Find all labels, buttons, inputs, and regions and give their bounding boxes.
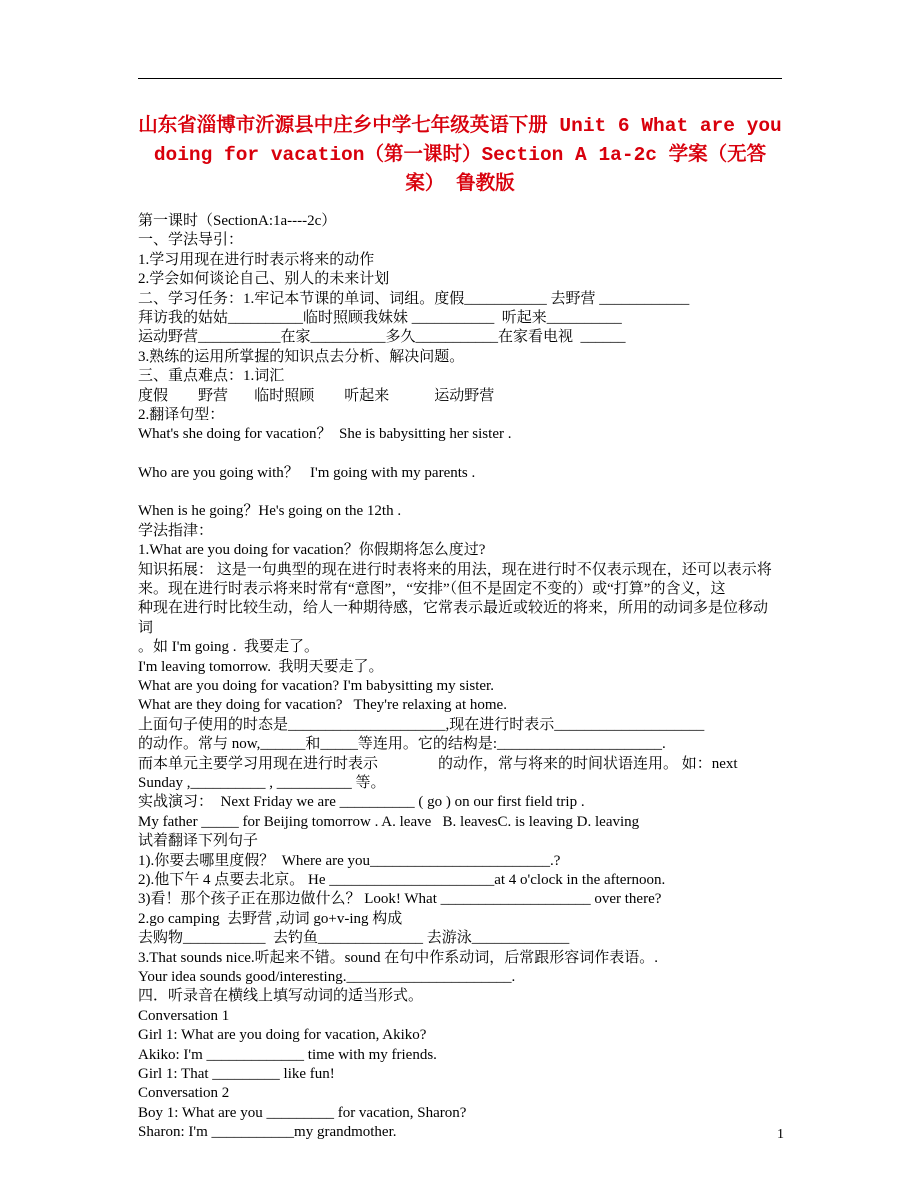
document-line: What are you doing for vacation? I'm babysitting my sister. bbox=[138, 677, 494, 694]
document-line: Sunday ,__________ , __________ 等。 bbox=[138, 774, 386, 791]
document-line: 三、重点难点：1.词汇 bbox=[138, 368, 285, 385]
document-line: 而本单元主要学习用现在进行时表示 的动作，常与将来的时间状语连用。 如：next bbox=[138, 755, 738, 772]
document-line: 度假 野营 临时照顾 听起来 运动野营 bbox=[138, 387, 495, 404]
document-line: 2.go camping 去野营 ,动词 go+v-ing 构成 bbox=[138, 910, 403, 927]
header-divider bbox=[138, 78, 782, 79]
document-line: 3.That sounds nice.听起来不错。sound 在句中作系动词，后常跟形容词作表语。. bbox=[138, 949, 658, 966]
document-line: 一、学法导引： bbox=[138, 232, 244, 249]
document-line: Conversation 2 bbox=[138, 1085, 230, 1102]
document-line: 知识拓展： 这是一句典型的现在进行时表将来的用法，现在进行时不仅表示现在，还可以表示将 bbox=[138, 561, 772, 578]
page-number: 1 bbox=[777, 1127, 784, 1142]
document-line: 拜访我的姑姑__________临时照顾我妹妹 ___________ 听起来__________ bbox=[138, 310, 622, 327]
document-line: 实战演习： Next Friday we are __________ ( go ) on our first field trip . bbox=[138, 794, 585, 811]
document-line: Boy 1: What are you _________ for vacation, Sharon? bbox=[138, 1104, 467, 1121]
document-line: What are they doing for vacation? They're relaxing at home. bbox=[138, 697, 507, 714]
document-line: 3.熟练的运用所掌握的知识点去分析、解决问题。 bbox=[138, 348, 465, 365]
document-line: Girl 1: What are you doing for vacation, Akiko? bbox=[138, 1027, 427, 1044]
document-line: My father _____ for Beijing tomorrow . A. leave B. leavesC. is leaving D. leaving bbox=[138, 813, 640, 830]
document-line: 学法指津： bbox=[138, 522, 214, 539]
document-line bbox=[138, 483, 782, 502]
document-line: I'm leaving tomorrow. 我明天要走了。 bbox=[138, 658, 384, 675]
document-line: 运动野营___________在家__________多久___________在家看电视 ______ bbox=[138, 329, 626, 346]
document-line: 试着翻译下列句子 bbox=[138, 833, 259, 850]
document-line: Sharon: I'm ___________my grandmother. bbox=[138, 1124, 397, 1141]
document-line: 上面句子使用的时态是_____________________,现在进行时表示____________________ bbox=[138, 716, 705, 733]
document-line: 种现在进行时比较生动，给人一种期待感，它常表示最近或较近的将来，所用的动词多是位移动词 bbox=[138, 600, 769, 636]
document-line: When is he going？He's going on the 12th . bbox=[138, 503, 402, 520]
document-line: Akiko: I'm _____________ time with my friends. bbox=[138, 1046, 437, 1063]
document-line: 2).他下午 4 点要去北京。 He ______________________at 4 o'clock in the afternoon. bbox=[138, 872, 666, 888]
document-line: Conversation 1 bbox=[138, 1007, 230, 1024]
document-line: 来。现在进行时表示将来时常有“意图”，“安排”（但不是固定不变的）或“打算”的含义，这 bbox=[138, 580, 726, 597]
document-line: 去购物___________ 去钓鱼______________ 去游泳_____________ bbox=[138, 930, 570, 947]
document-line: What's she doing for vacation？ She is babysitting her sister . bbox=[138, 426, 512, 443]
document-line: 1.学习用现在进行时表示将来的动作 bbox=[138, 251, 375, 268]
document-line: Your idea sounds good/interesting.______________________. bbox=[138, 969, 516, 986]
document-body bbox=[138, 212, 782, 1143]
document-line: 。如 I'm going . 我要走了。 bbox=[138, 639, 320, 656]
document-line: 1.What are you doing for vacation？你假期将怎么度过? bbox=[138, 542, 486, 559]
document-line: 2.学会如何谈论自己、别人的未来计划 bbox=[138, 271, 390, 288]
document-line: Who are you going with？ I'm going with my parents . bbox=[138, 464, 476, 481]
document-line: 1).你要去哪里度假？ Where are you________________________.? bbox=[138, 852, 561, 869]
document-line: 二、学习任务：1.牢记本节课的单词、词组。度假___________ 去野营 ____________ bbox=[138, 290, 690, 307]
page-title: 山东省淄博市沂源县中庄乡中学七年级英语下册 Unit 6 What are you doing for vacation（第一课时）Section A 1a-2c 学案（无答案） 鲁教版 bbox=[138, 115, 782, 195]
document-line: 四．听录音在横线上填写动词的适当形式。 bbox=[138, 988, 424, 1005]
document-line: 第一课时（SectionA:1a----2c） bbox=[138, 213, 337, 229]
document-line bbox=[138, 445, 782, 464]
document-line: 的动作。常与 now,______和_____等连用。它的结构是:______________________. bbox=[138, 736, 666, 753]
document-line: 2.翻译句型： bbox=[138, 407, 225, 424]
document-line: 3)看！那个孩子正在那边做什么？ Look! What ____________________ over there? bbox=[138, 891, 662, 908]
document-line: Girl 1: That _________ like fun! bbox=[138, 1066, 335, 1083]
